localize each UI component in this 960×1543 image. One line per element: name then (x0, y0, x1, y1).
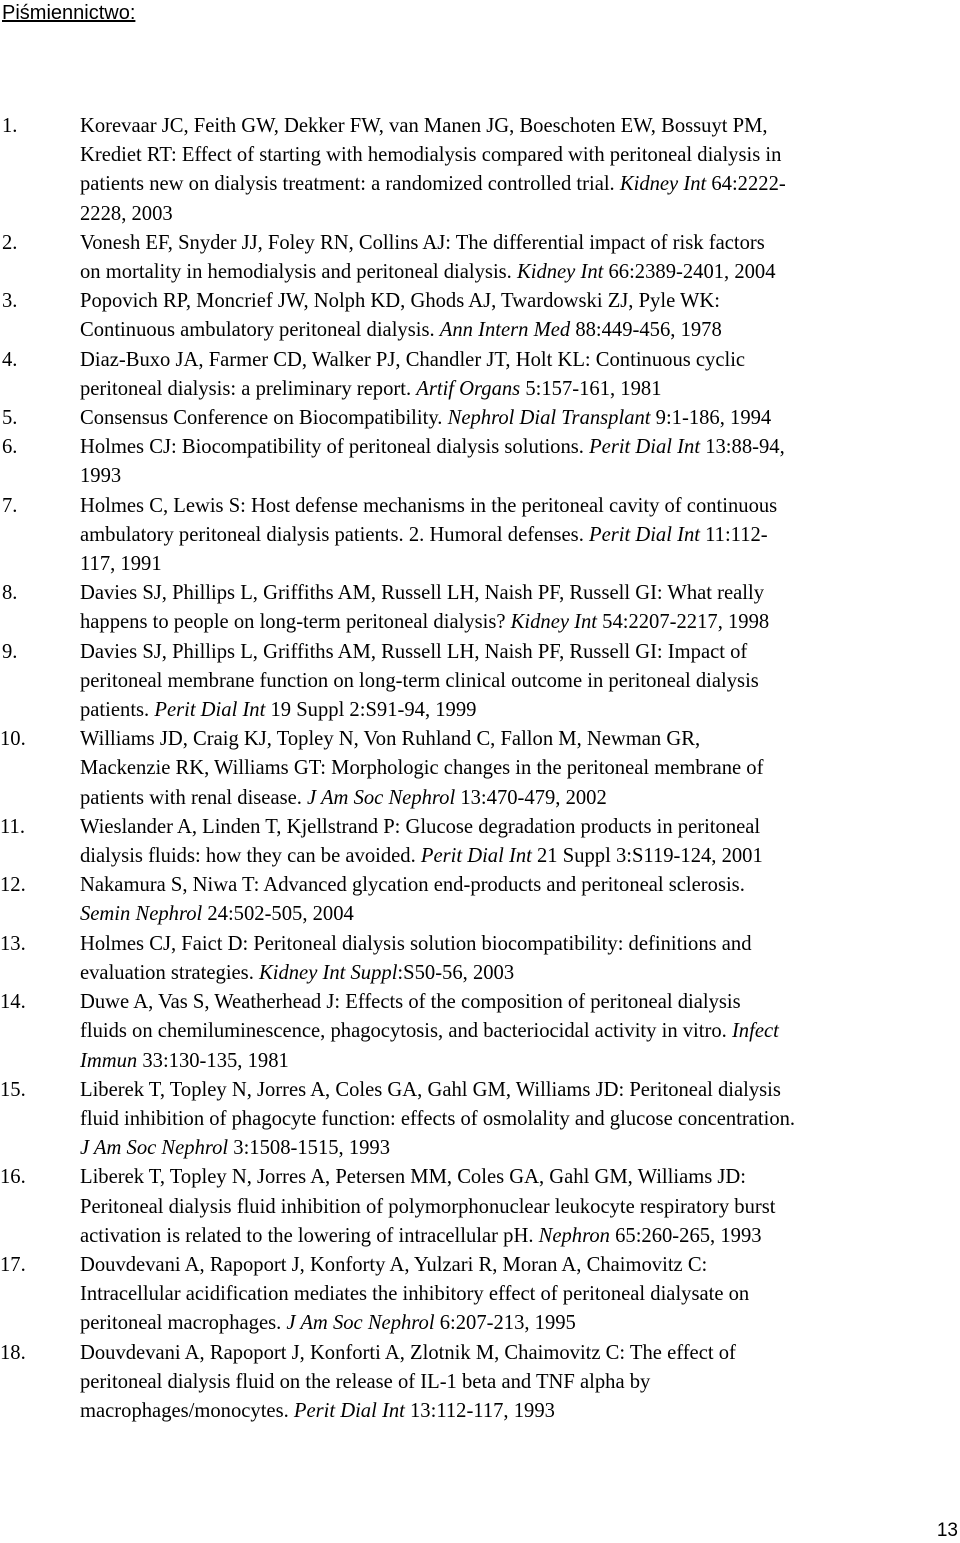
reference-number: 7. (2, 494, 18, 517)
reference-item (0, 1339, 960, 1427)
reference-line (80, 1397, 960, 1426)
reference-text: ambulatory peritoneal dialysis patients. 2. Humoral defenses. (80, 523, 589, 546)
reference-text: Holmes CJ, Faict D: Peritoneal dialysis solution biocompatibility: definitions and (80, 932, 752, 955)
reference-text: 24:502-505, 2004 (202, 903, 354, 926)
reference-text: Krediet RT: Effect of starting with hemodialysis compared with peritoneal dialysis in (80, 144, 782, 167)
reference-text: peritoneal dialysis: a preliminary report. (80, 377, 417, 400)
reference-line (80, 988, 960, 1017)
reference-number: 9. (2, 640, 18, 663)
reference-text: patients. (80, 699, 155, 722)
reference-number: 5. (2, 407, 18, 430)
reference-text: 3:1508-1515, 1993 (228, 1137, 391, 1160)
reference-number: 17. (0, 1253, 26, 1276)
reference-text: 13:112-117, 1993 (404, 1399, 555, 1422)
reference-line (80, 316, 960, 345)
reference-text: Williams JD, Craig KJ, Topley N, Von Ruhland C, Fallon M, Newman GR, (80, 728, 701, 751)
reference-text: Douvdevani A, Rapoport J, Konforti A, Zlotnik M, Chaimovitz C: The effect of (80, 1341, 736, 1364)
journal-name: Immun (80, 1049, 138, 1072)
reference-text: 13:470-479, 2002 (455, 786, 607, 809)
reference-text: 13:88-94, (700, 436, 785, 459)
reference-line (80, 696, 960, 725)
reference-text: 2228, 2003 (80, 202, 173, 225)
reference-item (0, 638, 960, 726)
reference-item (0, 433, 960, 491)
reference-line (80, 1105, 960, 1134)
reference-number: 2. (2, 231, 18, 254)
journal-name: Kidney Int Suppl (259, 961, 398, 984)
reference-line (80, 200, 960, 229)
reference-text: Holmes CJ: Biocompatibility of peritoneal dialysis solutions. (80, 436, 590, 459)
reference-line (80, 375, 960, 404)
reference-line (80, 1368, 960, 1397)
journal-name: Semin Nephrol (80, 903, 203, 926)
reference-text: peritoneal macrophages. (80, 1312, 287, 1335)
reference-number: 11. (0, 815, 25, 838)
reference-text: 19 Suppl 2:S91-94, 1999 (265, 699, 477, 722)
reference-text: peritoneal membrane function on long-term clinical outcome in peritoneal dialysis (80, 669, 759, 692)
reference-number: 13. (0, 932, 26, 955)
reference-text: Peritoneal dialysis fluid inhibition of polymorphonuclear leukocyte respiratory burst (80, 1195, 776, 1218)
reference-text: fluids on chemiluminescence, phagocytosis, and bacteriocidal activity in vitro. (80, 1020, 732, 1043)
reference-text: Douvdevani A, Rapoport J, Konforty A, Yulzari R, Moran A, Chaimovitz C: (80, 1253, 708, 1276)
reference-line (80, 900, 960, 929)
reference-item (0, 346, 960, 404)
journal-name: Perit Dial Int (293, 1399, 405, 1422)
journal-name: Kidney Int (516, 261, 604, 284)
reference-text: 54:2207-2217, 1998 (597, 611, 770, 634)
reference-text: :S50-56, 2003 (397, 961, 515, 984)
reference-number: 4. (2, 348, 18, 371)
reference-text: Liberek T, Topley N, Jorres A, Petersen MM, Coles GA, Gahl GM, Williams JD: (80, 1166, 747, 1189)
reference-text: 21 Suppl 3:S119-124, 2001 (531, 845, 763, 868)
reference-line (80, 1193, 960, 1222)
journal-name: Artif Organs (416, 377, 521, 400)
reference-line (80, 550, 960, 579)
journal-name: Infect (731, 1020, 779, 1043)
reference-number: 1. (2, 115, 18, 137)
reference-line (80, 930, 960, 959)
reference-line (80, 521, 960, 550)
reference-line (80, 1251, 960, 1280)
reference-text: 66:2389-2401, 2004 (603, 261, 776, 284)
reference-line (80, 1134, 960, 1163)
reference-line (80, 667, 960, 696)
reference-number: 15. (0, 1078, 26, 1101)
reference-list (0, 112, 960, 1426)
reference-line (80, 1163, 960, 1192)
reference-item (0, 1251, 960, 1339)
reference-line (80, 141, 960, 170)
reference-text: evaluation strategies. (80, 961, 259, 984)
reference-line (80, 608, 960, 637)
reference-text: 6:207-213, 1995 (434, 1312, 576, 1335)
journal-name: J Am Soc Nephrol (307, 786, 456, 809)
reference-number: 10. (0, 728, 26, 751)
reference-line (80, 462, 960, 491)
page-number: 13 (936, 1520, 958, 1541)
reference-line (80, 871, 960, 900)
journal-name: Perit Dial Int (154, 699, 266, 722)
reference-line (80, 229, 960, 258)
reference-text: Duwe A, Vas S, Weatherhead J: Effects of the composition of peritoneal dialysis (80, 991, 741, 1014)
reference-line (80, 842, 960, 871)
reference-item (0, 871, 960, 929)
reference-item (0, 287, 960, 345)
reference-line (80, 404, 960, 433)
reference-text: Liberek T, Topley N, Jorres A, Coles GA, Gahl GM, Williams JD: Peritoneal dialysis (80, 1078, 781, 1101)
journal-name: Perit Dial Int (589, 436, 701, 459)
reference-number: 6. (2, 436, 18, 459)
journal-name: Perit Dial Int (420, 845, 532, 868)
reference-item (0, 1076, 960, 1164)
reference-text: Mackenzie RK, Williams GT: Morphologic changes in the peritoneal membrane of (80, 757, 764, 780)
reference-item (0, 492, 960, 580)
journal-name: Nephrol Dial Transplant (447, 407, 651, 430)
reference-line (80, 1047, 960, 1076)
reference-line (80, 1017, 960, 1046)
reference-text: patients with renal disease. (80, 786, 308, 809)
reference-item (0, 813, 960, 871)
reference-text: peritoneal dialysis fluid on the release of IL-1 beta and TNF alpha by (80, 1370, 651, 1393)
reference-line (80, 433, 960, 462)
reference-text: 33:130-135, 1981 (137, 1049, 289, 1072)
reference-line (80, 1076, 960, 1105)
reference-item (0, 579, 960, 637)
journal-name: Nephron (538, 1224, 610, 1247)
reference-line (80, 112, 960, 141)
reference-item (0, 404, 960, 433)
reference-text: Continuous ambulatory peritoneal dialysis. (80, 319, 440, 342)
reference-item (0, 112, 960, 229)
journal-name: Kidney Int (510, 611, 597, 634)
reference-number: 12. (0, 874, 26, 897)
reference-line (80, 1222, 960, 1251)
reference-line (80, 784, 960, 813)
reference-text: dialysis fluids: how they can be avoided. (80, 845, 421, 868)
reference-item (0, 988, 960, 1076)
reference-line (80, 579, 960, 608)
reference-text: Diaz-Buxo JA, Farmer CD, Walker PJ, Chandler JT, Holt KL: Continuous cyclic (80, 348, 746, 371)
journal-name: Perit Dial Int (589, 523, 700, 546)
reference-text: Wieslander A, Linden T, Kjellstrand P: Glucose degradation products in peritoneal (80, 815, 761, 838)
reference-text: Holmes C, Lewis S: Host defense mechanisms in the peritoneal cavity of continuous (80, 494, 778, 517)
reference-text: Davies SJ, Phillips L, Griffiths AM, Russell LH, Naish PF, Russell GI: Impact of (80, 640, 748, 663)
reference-line (80, 346, 960, 375)
reference-line (80, 959, 960, 988)
reference-number: 18. (0, 1341, 26, 1364)
reference-text: Consensus Conference on Biocompatibility. (80, 407, 448, 430)
journal-name: Kidney Int (619, 173, 707, 196)
reference-text: 65:260-265, 1993 (609, 1224, 762, 1247)
reference-number: 8. (2, 582, 18, 605)
reference-text: patients new on dialysis treatment: a randomized controlled trial. (80, 173, 620, 196)
reference-line (80, 725, 960, 754)
reference-text: macrophages/monocytes. (80, 1399, 294, 1422)
reference-text: Popovich RP, Moncrief JW, Nolph KD, Ghods AJ, Twardowski ZJ, Pyle WK: (80, 290, 721, 313)
reference-line (80, 1280, 960, 1309)
reference-number: 3. (2, 290, 18, 313)
reference-text: on mortality in hemodialysis and peritoneal dialysis. (80, 261, 517, 284)
reference-text: 1993 (80, 465, 122, 488)
reference-line (80, 754, 960, 783)
reference-text: Davies SJ, Phillips L, Griffiths AM, Russell LH, Naish PF, Russell GI: What really (80, 582, 765, 605)
journal-name: J Am Soc Nephrol (286, 1312, 435, 1335)
reference-text: fluid inhibition of phagocyte function: effects of osmolality and glucose concentration. (80, 1107, 796, 1130)
reference-text: Vonesh EF, Snyder JJ, Foley RN, Collins AJ: The differential impact of risk factors (80, 231, 765, 254)
reference-line (80, 1309, 960, 1338)
reference-item (0, 1163, 960, 1251)
reference-item (0, 229, 960, 287)
journal-name: J Am Soc Nephrol (80, 1137, 229, 1160)
reference-text: Korevaar JC, Feith GW, Dekker FW, van Manen JG, Boeschoten EW, Bossuyt PM, (80, 115, 768, 137)
reference-text: 64:2222- (706, 173, 786, 196)
reference-line (80, 170, 960, 199)
reference-line (80, 258, 960, 287)
reference-text: 5:157-161, 1981 (520, 377, 662, 400)
reference-line (80, 638, 960, 667)
reference-text: activation is related to the lowering of intracellular pH. (80, 1224, 539, 1247)
reference-text: Intracellular acidification mediates the inhibitory effect of peritoneal dialysate on (80, 1283, 750, 1306)
reference-text: Nakamura S, Niwa T: Advanced glycation end-products and peritoneal sclerosis. (80, 874, 745, 897)
reference-text: 11:112- (699, 523, 768, 546)
section-heading: Piśmiennictwo: (2, 2, 136, 24)
reference-line (80, 287, 960, 316)
reference-number: 16. (0, 1166, 26, 1189)
reference-item (0, 725, 960, 813)
reference-line (80, 813, 960, 842)
reference-text: happens to people on long-term peritoneal dialysis? (80, 611, 511, 634)
reference-text: 88:449-456, 1978 (570, 319, 722, 342)
reference-line (80, 1339, 960, 1368)
reference-text: 9:1-186, 1994 (650, 407, 772, 430)
reference-item (0, 930, 960, 988)
reference-number: 14. (0, 991, 26, 1014)
journal-name: Ann Intern Med (439, 319, 571, 342)
reference-text: 117, 1991 (80, 553, 162, 576)
reference-line (80, 492, 960, 521)
